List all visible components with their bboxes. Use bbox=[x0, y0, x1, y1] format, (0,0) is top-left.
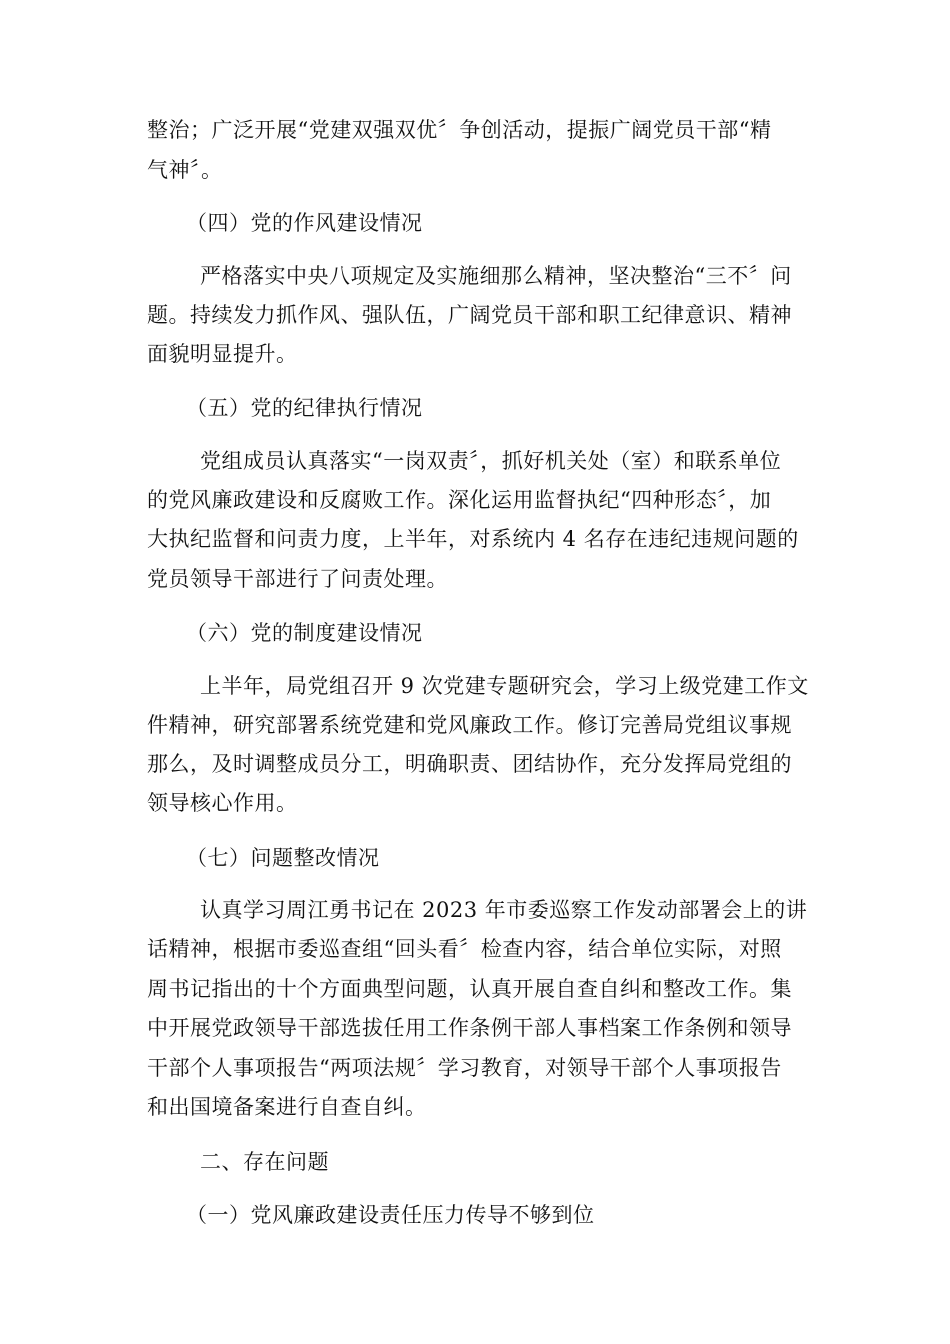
body-text-line: 中开展党政领导干部选拔任用工作条例干部人事档案工作条例和领导 bbox=[147, 1016, 792, 1040]
body-text-line: 上半年，局党组召开 9 次党建专题研究会，学习上级党建工作文 bbox=[200, 674, 809, 698]
section-heading: （一）党风廉政建设责任压力传导不够到位 bbox=[186, 1203, 595, 1227]
body-text-line: 认真学习周江勇书记在 2023 年市委巡察工作发动部署会上的讲 bbox=[200, 898, 808, 922]
body-text-line: 话精神，根据市委巡查组“回头看〞检查内容，结合单位实际，对照 bbox=[147, 937, 782, 961]
chapter-heading: 二、存在问题 bbox=[200, 1150, 329, 1174]
body-text-line: 大执纪监督和问责力度，上半年，对系统内 4 名存在违纪违规问题的 bbox=[147, 527, 799, 551]
body-text-line: 的党风廉政建设和反腐败工作。深化运用监督执纪“四种形态〞，加 bbox=[147, 488, 772, 512]
body-text-line: 党组成员认真落实“一岗双责〞，抓好机关处（室）和联系单位 bbox=[200, 449, 782, 473]
body-text-line: 整治；广泛开展“党建双强双优〞争创活动，提振广阔党员干部“精 bbox=[147, 118, 772, 142]
section-heading: （四）党的作风建设情况 bbox=[186, 211, 423, 235]
body-text-line: 面貌明显提升。 bbox=[147, 342, 298, 366]
body-text-line: 题。持续发力抓作风、强队伍，广阔党员干部和职工纪律意识、精神 bbox=[147, 303, 792, 327]
body-text-line: 和出国境备案进行自查自纠。 bbox=[147, 1095, 427, 1119]
section-heading: （五）党的纪律执行情况 bbox=[186, 396, 423, 420]
section-heading: （六）党的制度建设情况 bbox=[186, 621, 423, 645]
body-text-line: 气神〞。 bbox=[147, 158, 223, 182]
body-text-line: 严格落实中央八项规定及实施细那么精神，坚决整治“三不〞问 bbox=[200, 264, 792, 288]
body-text-line: 件精神，研究部署系统党建和党风廉政工作。修订完善局党组议事规 bbox=[147, 713, 792, 737]
body-text-line: 那么，及时调整成员分工，明确职责、团结协作，充分发挥局党组的 bbox=[147, 752, 792, 776]
body-text-line: 党员领导干部进行了问责处理。 bbox=[147, 567, 448, 591]
body-text-line: 领导核心作用。 bbox=[147, 791, 298, 815]
section-heading: （七）问题整改情况 bbox=[186, 846, 380, 870]
body-text-line: 干部个人事项报告“两项法规〞学习教育，对领导干部个人事项报告 bbox=[147, 1056, 782, 1080]
body-text-line: 周书记指出的十个方面典型问题，认真开展自查自纠和整改工作。集 bbox=[147, 977, 792, 1001]
